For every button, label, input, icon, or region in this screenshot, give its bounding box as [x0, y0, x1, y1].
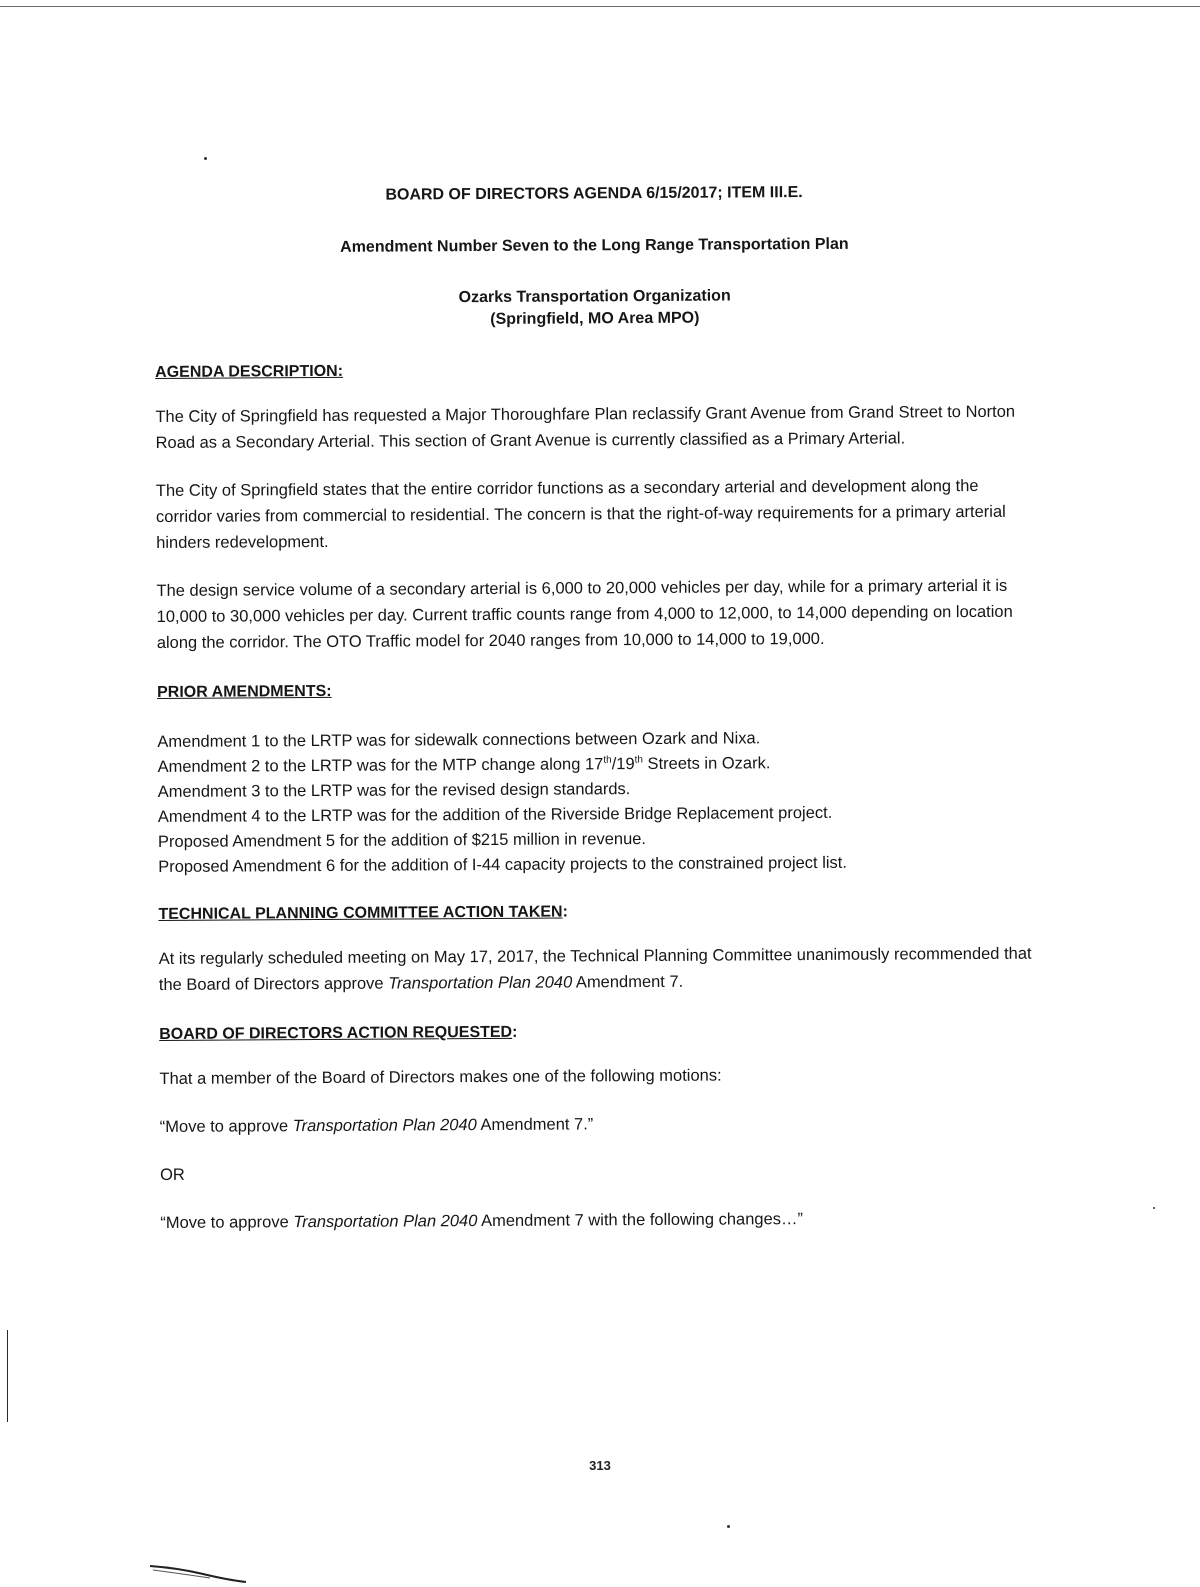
agenda-description-paragraph-2: The City of Springfield states that the entire corridor functions as a secondary arterial and development along the corridor varies from commercial to residential. The concern is that the right-of-way requirements for a primary arterial hinders redevelopment.	[155, 476, 1006, 552]
motion-text: “Move to approve	[160, 1213, 294, 1232]
organization-name: Ozarks Transportation Organization	[458, 287, 731, 307]
scan-speck	[204, 157, 207, 160]
amendment-title: Amendment Number Seven to the Long Range Transportation Plan	[340, 235, 849, 256]
organization-subtitle: (Springfield, MO Area MPO)	[490, 309, 700, 328]
prior-amendments-list	[157, 725, 1038, 880]
superscript: th	[634, 754, 643, 766]
list-item-text: Amendment 2 to the LRTP was for the MTP change along 17	[157, 755, 604, 776]
scan-speck	[1153, 1207, 1155, 1209]
list-item: Amendment 3 to the LRTP was for the revised design standards.	[157, 780, 631, 801]
superscript: th	[603, 754, 612, 766]
technical-committee-heading	[158, 899, 1038, 926]
list-item: Amendment 1 to the LRTP was for sidewalk connections between Ozark and Nixa.	[157, 729, 761, 751]
motion-text: “Move to approve	[159, 1117, 293, 1136]
motion-text: Amendment 7 with the following changes…”	[477, 1210, 804, 1231]
heading-text: BOARD OF DIRECTORS ACTION REQUESTED	[159, 1023, 513, 1043]
agenda-description-paragraph-3: The design service volume of a secondary arterial is 6,000 to 20,000 vehicles per day, while for a primary arterial it is 10,000 to 30,000 vehicles per day. Current traffic counts range from 4,000 to 12,000, to 14,000 depending on location along the corridor. The OTO Traffic model for 2040 ranges from 10,000 to 14,000 to 19,000.	[156, 576, 1013, 652]
list-item: Proposed Amendment 5 for the addition of $215 million in revenue.	[157, 830, 647, 851]
paragraph-text: At its regularly scheduled meeting on May 17, 2017, the Technical Planning Committee unanimously recommended that the Board of Directors approve	[158, 944, 1032, 994]
board-action-intro: That a member of the Board of Directors makes one of the following motions:	[159, 1066, 722, 1088]
plan-name-italic: Transportation Plan 2040	[388, 973, 573, 993]
paragraph-text: Amendment 7.	[572, 972, 684, 992]
agenda-description-paragraph-1: The City of Springfield has requested a Major Thoroughfare Plan reclassify Grant Avenue from Grand Street to Norton Road as a Secondary Arterial. This section of Grant Avenue is currently classified as a Primary Arterial.	[155, 402, 1016, 452]
agenda-title: BOARD OF DIRECTORS AGENDA 6/15/2017; ITEM III.E.	[385, 184, 803, 204]
list-item-text: /19	[611, 755, 635, 774]
or-separator: OR	[159, 1165, 185, 1184]
heading-text: TECHNICAL PLANNING COMMITTEE ACTION TAKEN	[158, 903, 563, 923]
list-item: Amendment 4 to the LRTP was for the addition of the Riverside Bridge Replacement project.	[157, 803, 833, 826]
scan-left-mark	[7, 1330, 8, 1422]
heading-colon: :	[562, 903, 568, 921]
heading-colon: :	[512, 1023, 518, 1041]
scan-top-rule	[0, 6, 1200, 7]
plan-name-italic: Transportation Plan 2040	[293, 1212, 478, 1232]
scan-speck	[727, 1525, 730, 1528]
board-action-heading	[159, 1019, 1039, 1046]
motion-2	[160, 1205, 1040, 1236]
list-item-text: Streets in Ozark.	[642, 754, 771, 774]
scan-smudge-icon	[148, 1560, 248, 1584]
page-number: 313	[589, 1458, 611, 1473]
plan-name-italic: Transportation Plan 2040	[292, 1116, 477, 1136]
motion-text: Amendment 7.”	[476, 1115, 594, 1135]
prior-amendments-heading: PRIOR AMENDMENTS:	[157, 682, 332, 701]
technical-committee-paragraph	[159, 941, 1039, 998]
list-item: Proposed Amendment 6 for the addition of I-44 capacity projects to the constrained project list.	[158, 853, 848, 876]
document-content	[154, 181, 1040, 1236]
agenda-description-heading: AGENDA DESCRIPTION:	[155, 362, 344, 381]
motion-1	[160, 1109, 1040, 1140]
